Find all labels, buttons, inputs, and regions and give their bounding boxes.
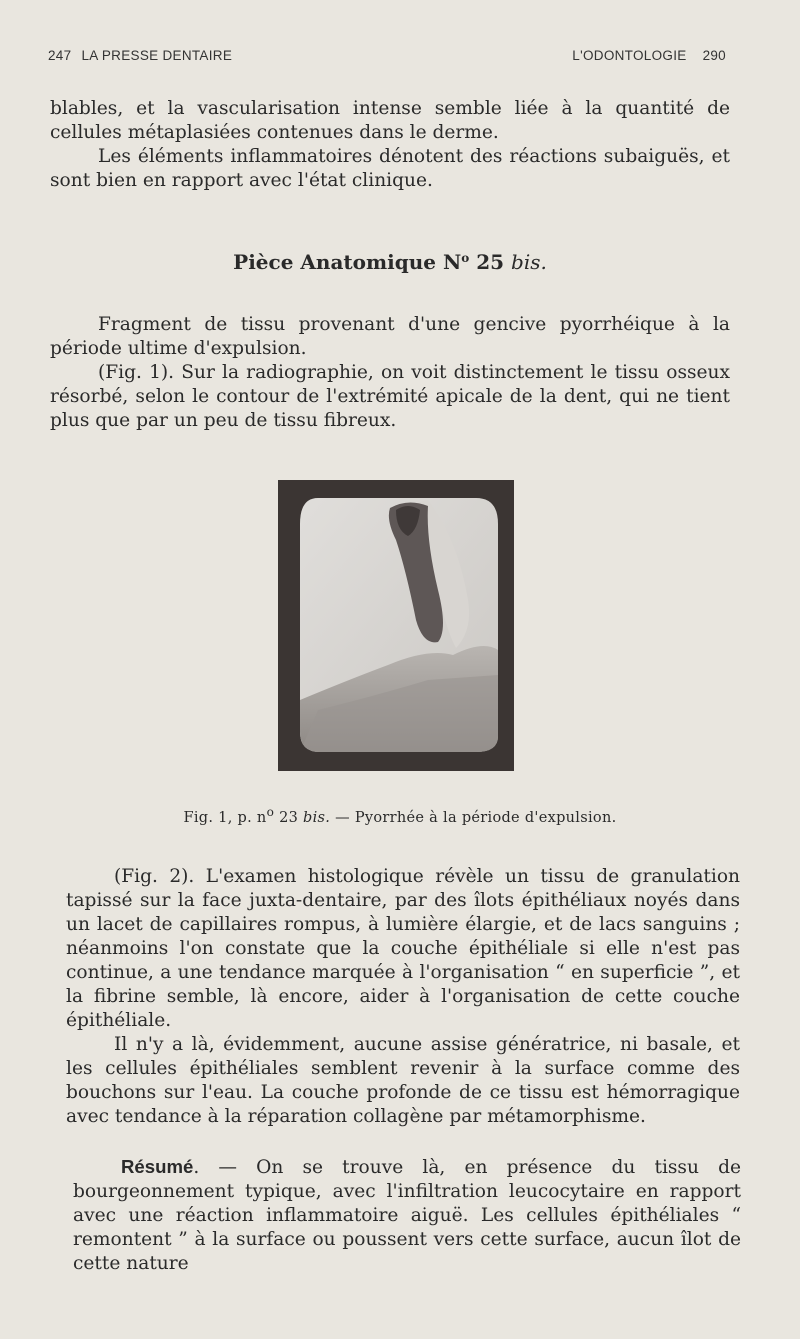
intro-paragraph-2: Les éléments inflammatoires dénotent des réactions subaiguës, et sont bien en rapport avec l'état clinique. — [50, 146, 730, 191]
section2-text — [66, 865, 740, 1129]
page-number-left: 247 — [48, 48, 72, 63]
page-number-right: 290 — [702, 48, 726, 63]
resume-paragraph — [73, 1155, 741, 1276]
section-heading: Pièce Anatomique $N^o$ 25 bis. — [233, 250, 547, 274]
journal-title-left: LA PRESSE DENTAIRE — [81, 48, 233, 63]
section1-paragraph-1: Fragment de tissu provenant d'une gencive pyorrhéique à la période ultime d'expulsion. — [50, 314, 730, 359]
resume-body: . — On se trouve là, en présence du tissu de bourgeonnement typique, avec l'infiltration leucocytaire en rapport avec une réaction inflammatoire aiguë. Les cellules épithéliales “ remontent ” à la surface ou poussent vers cette surface, aucun îlot de cette nature — [73, 1157, 741, 1274]
resume-text — [73, 1155, 741, 1276]
radiograph-image — [278, 480, 514, 771]
section1-text — [50, 313, 730, 433]
intro-text — [50, 97, 730, 193]
section1-paragraph-2: (Fig. 1). Sur la radiographie, on voit distinctement le tissu osseux résorbé, selon le contour de l'extrémité apicale de la dent, qui ne tient plus que par un peu de tissu fibreux. — [50, 362, 730, 431]
intro-paragraph-1: blables, et la vascularisation intense semble liée à la quantité de cellules métaplasiées contenues dans le derme. — [50, 98, 730, 143]
section2-paragraph-1: (Fig. 2). L'examen histologique révèle un tissu de granulation tapissé sur la face juxta-dentaire, par des îlots épithéliaux noyés dans un lacet de capillaires rompus, à lumière élargie, et de lacs sanguins ; néanmoins l'on constate que la couche épithéliale si elle n'est pas continue, a une tendance marquée à l'organisation “ en superficie ”, et la fibrine semble, là encore, aider à l'organisation de cette couche épithéliale. — [66, 866, 740, 1031]
radiograph-figure — [278, 480, 514, 771]
section2-paragraph-2: Il n'y a là, évidemment, aucune assise génératrice, ni basale, et les cellules épithéliales semblent revenir à la surface comme des bouchons sur l'eau. La couche profonde de ce tissu est hémorragique avec tendance à la réparation collagène par métamorphisme. — [66, 1034, 740, 1127]
resume-label: Résumé — [121, 1156, 194, 1177]
journal-title-right: L'ODONTOLOGIE — [572, 48, 687, 63]
figure-caption: Fig. 1, p. $n^o$ 23 bis. — Pyorrhée à la période d'expulsion. — [183, 805, 617, 826]
